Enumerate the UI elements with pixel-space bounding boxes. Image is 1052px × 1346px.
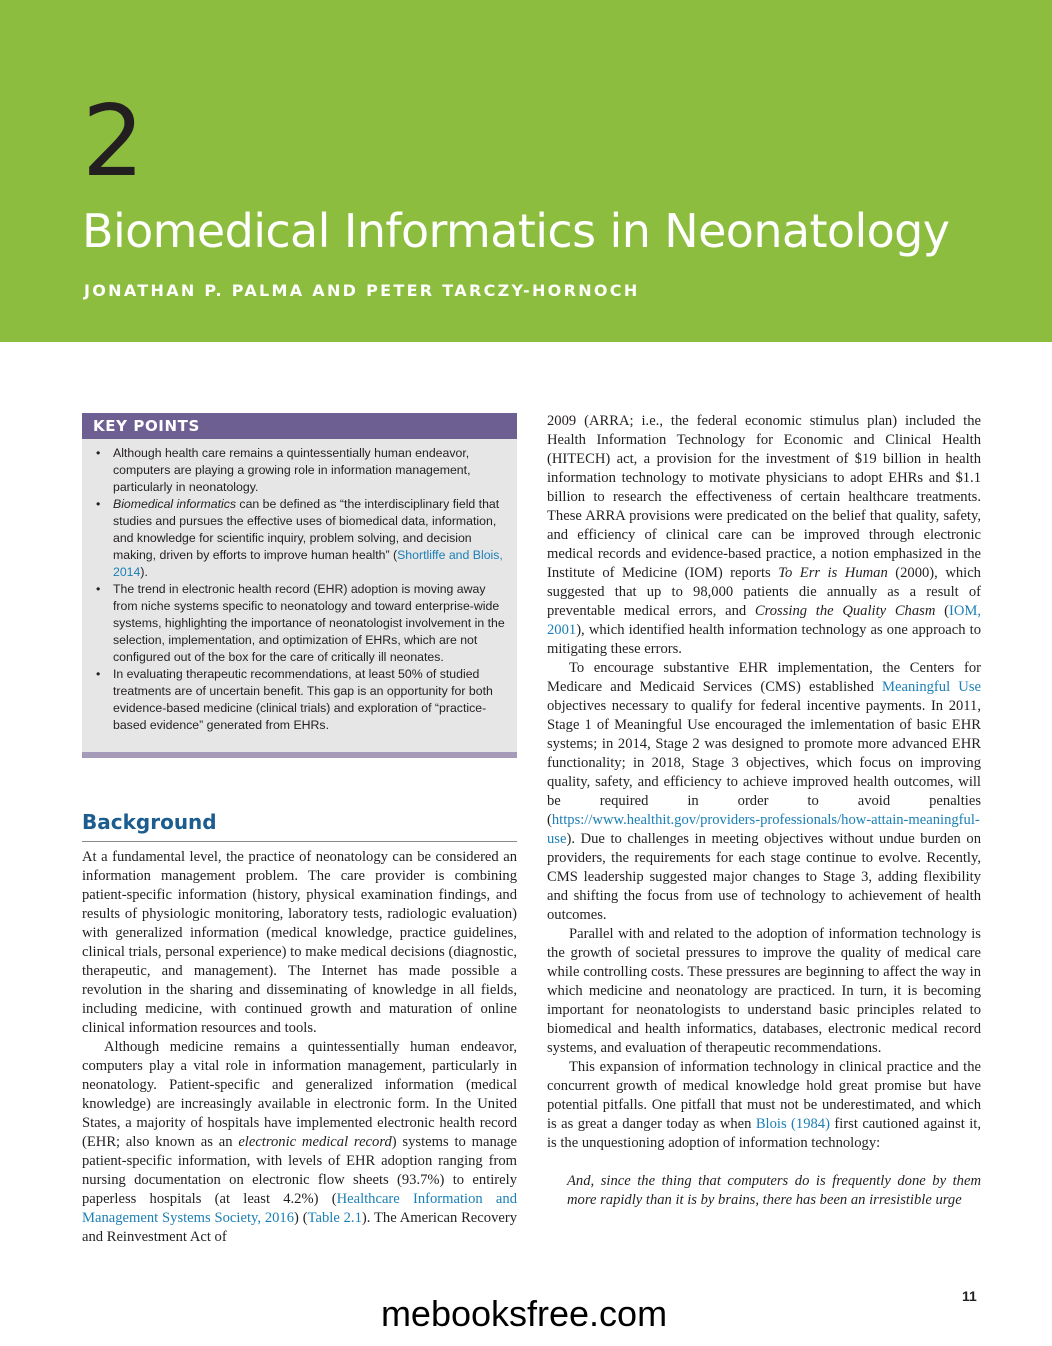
chapter-number: 2: [82, 85, 143, 199]
key-point-item: [96, 666, 507, 734]
key-points-heading: KEY POINTS: [82, 413, 517, 439]
key-point-item: [96, 445, 507, 496]
citation-link-himss[interactable]: Healthcare Information and Management Systems Society, 2016: [82, 1191, 517, 1226]
paragraph-text: objectives necessary to qualify for federal incentive payments. In 2011, Stage 1 of Meaningful Use encouraged the imlementation of basic EHR systems; in 2014, Stage 2 was designed to promote more advanced EHR functionality; in 2018, Stage 3 objectives, which focus on improving quality, safety, and efficiency to achieve improved health outcomes, will be required in order to avoid penalties (: [547, 698, 981, 828]
emphasis-text: electronic medical record: [238, 1134, 392, 1150]
meaningful-use-link[interactable]: Meaningful Use: [882, 679, 981, 695]
key-point-item: [96, 496, 507, 581]
bullet-icon: •: [96, 582, 101, 596]
key-point-term: Biomedical informatics: [113, 497, 237, 511]
paragraph: [547, 1058, 981, 1153]
key-points-list: [82, 439, 517, 734]
table-reference-link[interactable]: Table 2.1: [307, 1210, 362, 1226]
bullet-icon: •: [96, 446, 101, 460]
paragraph: [547, 412, 981, 659]
paragraph-text: ). The American Recovery and Reinvestment Act of: [82, 1210, 517, 1245]
chapter-header-banner: [0, 0, 1052, 342]
page-number: 11: [962, 1288, 977, 1304]
paragraph-text: This expansion of information technology in clinical practice and the concurrent growth of medical knowledge hold great promise but have potential pitfalls. One pitfall that must not be underestimated, and which is as great a danger today as when: [547, 1059, 981, 1132]
chapter-title: Biomedical Informatics in Neonatology: [82, 204, 950, 258]
key-point-text: can be defined as “the interdisciplinary field that studies and pursues the effective uses of biomedical data, information, and knowledge for scientific inquiry, problem solving, and decision making, driven by efforts to improve human health” (: [113, 497, 500, 562]
healthit-url-link[interactable]: https://www.healthit.gov/providers-professionals/how-attain-meaningful-use: [547, 812, 980, 847]
section-heading-background: Background: [82, 809, 517, 842]
block-quote: And, since the thing that computers do is frequently done by them more rapidly than it is by brains, there has been an irresistible urge: [567, 1173, 981, 1208]
paragraph-text: ), which identified health information technology as one approach to mitigating these errors.: [547, 622, 981, 657]
paragraph: [82, 1038, 517, 1247]
paragraph-text: 2009 (ARRA; i.e., the federal economic stimulus plan) included the Health Information Technology for Economic and Clinical Health (HITECH) act, a provision for the investment of $19 billion in health information technology to motivate physicians to adopt EHRs and $1.1 billion to research the effectiveness of certain healthcare treatments. These ARRA provisions were predicated on the belief that quality, safety, and efficiency of clinical care can be improved through electronic medical records and evidence-based practice, a notion emphasized in the Institute of Medicine (IOM) reports: [547, 413, 981, 581]
bullet-icon: •: [96, 667, 101, 681]
right-column-body: [547, 412, 981, 1210]
key-point-text: Although health care remains a quintessentially human endeavor, computers are playing a growing role in information management, particularly in neonatology.: [113, 446, 471, 494]
emphasis-text: Crossing the Quality Chasm: [754, 603, 936, 619]
watermark-text: mebooksfree.com: [380, 1293, 668, 1334]
key-point-text: ).: [140, 565, 148, 579]
key-point-item: [96, 581, 507, 666]
paragraph-text: ) (: [294, 1210, 308, 1226]
paragraph: Parallel with and related to the adoption of information technology is the growth of societal pressures to improve the quality of medical care while controlling costs. These pressures are beginning to affect the way in which medicine and neonatology are practiced. In turn, it is becoming important for neonatologists to understand basic principles related to biomedical and health informatics, databases, electronic medical record systems, and evaluation of therapeutic recommendations.: [547, 926, 981, 1056]
paragraph: At a fundamental level, the practice of neonatology can be considered an information management problem. The care provider is combining patient-specific information (history, physical examination findings, and results of physiologic monitoring, laboratory tests, radiologic evaluation) with generalized information (medical knowledge, practice guidelines, clinical trials, personal experience) to make medical decisions (diagnostic, therapeutic, and management). The Internet has made possible a revolution in the sharing and disseminating of knowledge in all fields, including medicine, with continued growth and maturation of online clinical information resources and tools.: [82, 849, 517, 1036]
emphasis-text: To Err is Human: [778, 565, 888, 581]
paragraph-text: To encourage substantive EHR implementation, the Centers for Medicare and Medicaid Services (CMS) established: [547, 660, 981, 695]
citation-link-iom[interactable]: IOM, 2001: [547, 603, 981, 638]
paragraph-text: Although medicine remains a quintessentially human endeavor, computers play a vital role in information management, particularly in neonatology. Patient-specific and generalized information (medical knowledge) are increasingly available in electronic form. In the United States, a majority of hospitals have implemented electronic health record (EHR; also known as an: [82, 1039, 517, 1150]
paragraph-text: (2000), which suggested that up to 98,000 patients die annually as a result of preventable medical errors, and: [547, 565, 981, 619]
key-points-box: [82, 413, 517, 758]
left-column-body: [82, 848, 517, 1247]
paragraph-text: ) systems to manage patient-specific information, with levels of EHR adoption ranging from nursing documentation on electronic flow sheets (93.7%) to entirely paperless hospitals (at least 4.2%) (: [82, 1134, 517, 1207]
chapter-authors: JONATHAN P. PALMA AND PETER TARCZY-HORNOCH: [84, 281, 640, 300]
paragraph-text: first cautioned against it, is the unquestioning adoption of information technology:: [547, 1116, 981, 1151]
citation-link-blois[interactable]: Blois (1984): [755, 1116, 830, 1132]
bullet-icon: •: [96, 497, 101, 511]
key-point-text: In evaluating therapeutic recommendations, at least 50% of studied treatments are of uncertain benefit. This gap is an opportunity for both evidence-based medicine (clinical trials) and exploration of “practice-based evidence” generated from EHRs.: [113, 667, 493, 732]
paragraph-text: ). Due to challenges in meeting objectives without undue burden on providers, the requirements for each stage continue to evolve. Recently, CMS leadership suggested major changes to Stage 3, adding flexibility and shifting the focus from use of technology to achievement of health outcomes.: [547, 831, 981, 923]
key-point-text: The trend in electronic health record (EHR) adoption is moving away from niche systems specific to neonatology and toward enterprise-wide systems, highlighting the importance of neonatologist involvement in the selection, implementation, and optimization of EHRs, which are not configured out of the box for the care of critically ill neonates.: [113, 582, 505, 664]
paragraph: [547, 659, 981, 925]
citation-link-shortliffe-blois[interactable]: Shortliffe and Blois, 2014: [113, 548, 503, 579]
paragraph-text: (: [935, 603, 949, 619]
